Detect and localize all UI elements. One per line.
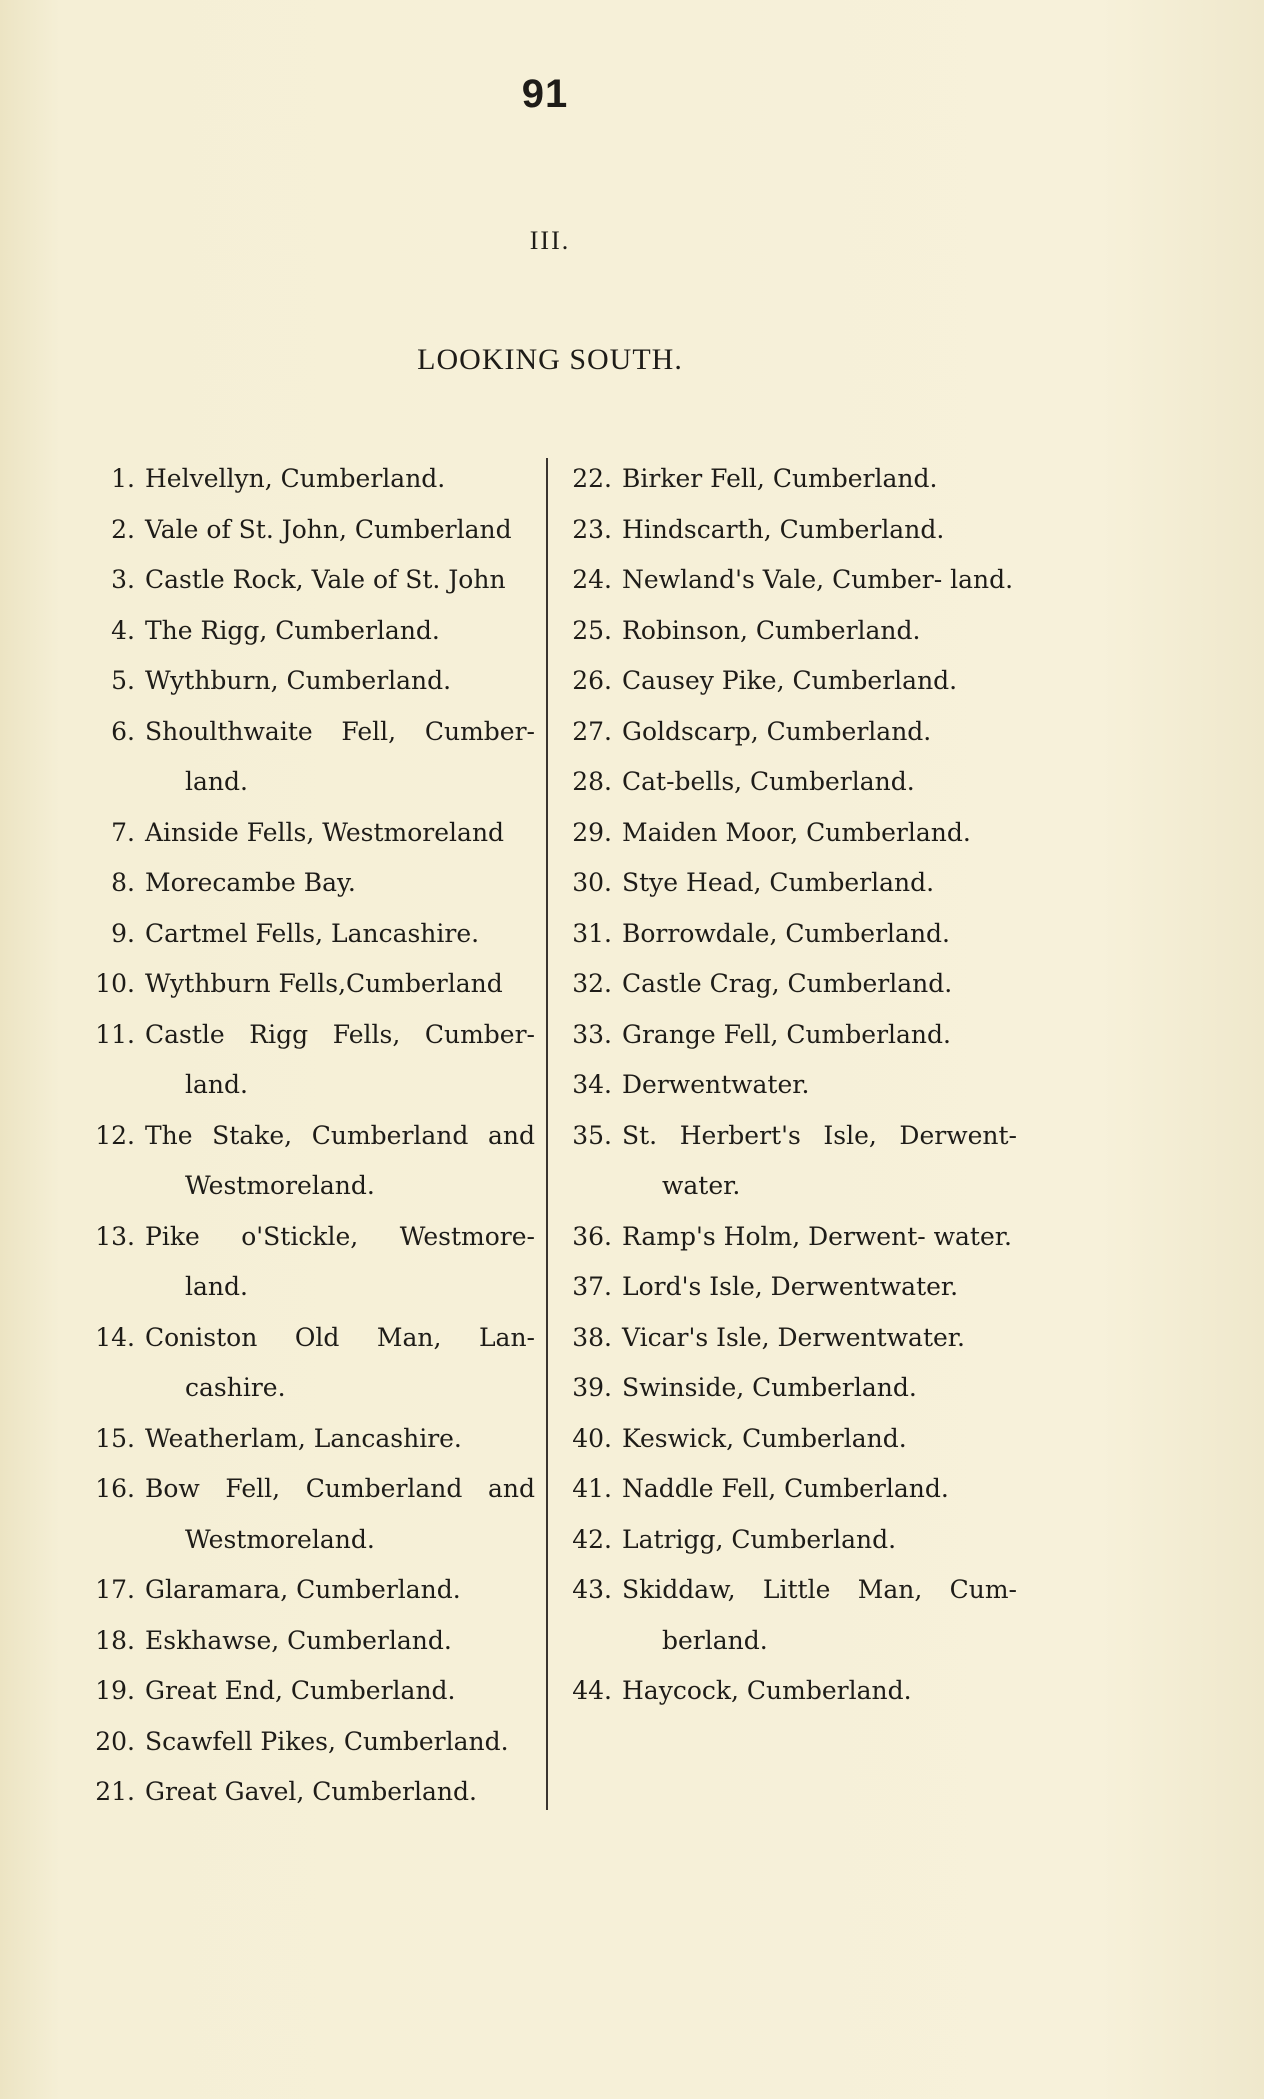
list-item (80, 606, 535, 657)
list-item (80, 808, 535, 859)
list-item (80, 1414, 535, 1465)
list-item (80, 1111, 535, 1212)
entry-number: 41. (572, 1474, 612, 1503)
entry-text: Goldscarp, Cumberland. (622, 716, 932, 746)
entry-text: Great Gavel, Cumberland. (145, 1777, 477, 1806)
entry-text: Vale of St. John, Cumberland (145, 514, 512, 544)
entry-number: 18. (95, 1625, 135, 1655)
column-divider (546, 458, 548, 1810)
list-item (557, 1313, 1017, 1364)
list-item (557, 858, 1017, 909)
entry-number: 39. (572, 1373, 612, 1402)
entry-text: Cartmel Fells, Lancashire. (145, 918, 480, 948)
list-item (80, 454, 535, 505)
entry-number: 24. (572, 565, 612, 594)
entry-text: Helvellyn, Cumberland. (145, 464, 446, 493)
entry-text: Vicar's Isle, Derwentwater. (622, 1322, 965, 1352)
page-number: 91 (521, 72, 569, 116)
entry-number: 6. (111, 716, 135, 746)
entry-number: 27. (572, 716, 612, 746)
entry-text: Ainside Fells, Westmoreland (145, 817, 505, 847)
entry-number: 21. (95, 1777, 135, 1806)
entry-number: 25. (572, 615, 612, 645)
entry-text: Castle Crag, Cumberland. (622, 969, 953, 998)
list-item (557, 1414, 1017, 1465)
entry-text: Pike o'Stickle, Westmore- land. (145, 1221, 535, 1301)
entry-text: Skiddaw, Little Man, Cum- berland. (622, 1575, 1017, 1655)
list-item (557, 959, 1017, 1010)
list-item (557, 656, 1017, 707)
entry-number: 43. (572, 1575, 612, 1604)
list-item (80, 656, 535, 707)
entry-number: 29. (572, 817, 612, 847)
list-item (80, 1666, 535, 1717)
list-item (557, 1010, 1017, 1061)
entry-number: 7. (111, 817, 135, 847)
entry-number: 40. (572, 1423, 612, 1453)
entry-number: 8. (111, 868, 135, 897)
entry-text: Causey Pike, Cumberland. (622, 666, 958, 695)
entry-text: Maiden Moor, Cumberland. (622, 817, 971, 847)
entry-number: 16. (95, 1474, 135, 1503)
list-item (557, 1212, 1017, 1263)
entry-text: Grange Fell, Cumberland. (622, 1019, 951, 1049)
list-item (557, 1515, 1017, 1566)
entry-number: 10. (95, 969, 135, 998)
entry-text: Cat-bells, Cumberland. (622, 767, 915, 796)
entry-text: Hindscarth, Cumberland. (622, 514, 945, 544)
entry-text: Eskhawse, Cumberland. (145, 1625, 452, 1655)
entry-number: 30. (572, 868, 612, 897)
entry-number: 28. (572, 767, 612, 796)
entry-text: Latrigg, Cumberland. (622, 1524, 897, 1554)
list-item (557, 909, 1017, 960)
entry-text: Borrowdale, Cumberland. (622, 918, 951, 948)
entry-number: 3. (111, 565, 135, 594)
list-item (557, 555, 1017, 606)
entry-text: Naddle Fell, Cumberland. (622, 1474, 949, 1503)
entry-number: 14. (95, 1322, 135, 1352)
entry-text: Keswick, Cumberland. (622, 1423, 907, 1453)
entry-number: 22. (572, 464, 612, 493)
list-item (557, 1565, 1017, 1666)
entry-number: 37. (572, 1272, 612, 1301)
entry-text: Derwentwater. (622, 1070, 810, 1099)
entry-text: Haycock, Cumberland. (622, 1676, 912, 1705)
right-column-list (557, 454, 1017, 1717)
entry-number: 32. (572, 969, 612, 998)
entry-number: 35. (572, 1120, 612, 1150)
entry-number: 23. (572, 514, 612, 544)
entry-text: Castle Rigg Fells, Cumber- land. (145, 1019, 535, 1099)
entry-text: Newland's Vale, Cumber- land. (622, 565, 1014, 594)
entry-number: 20. (95, 1726, 135, 1756)
list-item (557, 1060, 1017, 1111)
entry-number: 34. (572, 1070, 612, 1099)
entry-number: 17. (95, 1575, 135, 1604)
entry-text: Castle Rock, Vale of St. John (145, 565, 506, 594)
entry-text: Robinson, Cumberland. (622, 615, 921, 645)
entry-text: The Stake, Cumberland and Westmoreland. (145, 1120, 535, 1200)
entry-text: Morecambe Bay. (145, 868, 356, 897)
list-item (80, 959, 535, 1010)
list-item (557, 1363, 1017, 1414)
entry-number: 42. (572, 1524, 612, 1554)
entry-number: 36. (572, 1221, 612, 1251)
list-item (80, 909, 535, 960)
entry-text: Ramp's Holm, Derwent- water. (622, 1221, 1012, 1251)
left-column-list (80, 454, 535, 1818)
list-item (80, 1565, 535, 1616)
section-title: LOOKING SOUTH. (417, 343, 683, 376)
list-item (80, 1767, 535, 1818)
list-item (80, 555, 535, 606)
list-item (557, 1464, 1017, 1515)
list-item (557, 1262, 1017, 1313)
entry-text: Shoulthwaite Fell, Cumber- land. (145, 716, 535, 796)
entry-number: 44. (572, 1676, 612, 1705)
list-item (80, 1717, 535, 1768)
list-item (80, 1212, 535, 1313)
entry-text: Glaramara, Cumberland. (145, 1575, 461, 1604)
list-item (557, 1666, 1017, 1717)
entry-text: Great End, Cumberland. (145, 1676, 456, 1705)
entry-text: The Rigg, Cumberland. (145, 615, 440, 645)
section-numeral: III. (529, 226, 571, 255)
entry-number: 13. (95, 1221, 135, 1251)
list-item (557, 808, 1017, 859)
entry-text: Coniston Old Man, Lan- cashire. (145, 1322, 535, 1402)
list-item (557, 707, 1017, 758)
entry-text: Swinside, Cumberland. (622, 1373, 917, 1402)
entry-number: 9. (111, 918, 135, 948)
entry-number: 31. (572, 918, 612, 948)
list-item (80, 1313, 535, 1414)
list-item (80, 1010, 535, 1111)
list-item (80, 858, 535, 909)
list-item (557, 757, 1017, 808)
entry-number: 11. (95, 1019, 135, 1049)
entry-text: Birker Fell, Cumberland. (622, 464, 938, 493)
list-item (80, 707, 535, 808)
entry-number: 33. (572, 1019, 612, 1049)
list-item (557, 505, 1017, 556)
entry-text: Weatherlam, Lancashire. (145, 1423, 462, 1453)
entry-number: 5. (111, 666, 135, 695)
entry-text: Scawfell Pikes, Cumberland. (145, 1726, 509, 1756)
entry-text: St. Herbert's Isle, Derwent- water. (622, 1120, 1017, 1200)
list-item (80, 1616, 535, 1667)
list-item (557, 606, 1017, 657)
list-item (557, 1111, 1017, 1212)
entry-text: Bow Fell, Cumberland and Westmoreland. (145, 1474, 535, 1554)
list-item (557, 454, 1017, 505)
entry-number: 38. (572, 1322, 612, 1352)
entry-number: 2. (111, 514, 135, 544)
list-item (80, 1464, 535, 1565)
entry-number: 15. (95, 1423, 135, 1453)
entry-number: 4. (111, 615, 135, 645)
entry-number: 12. (95, 1120, 135, 1150)
entry-text: Stye Head, Cumberland. (622, 868, 935, 897)
entry-number: 19. (95, 1676, 135, 1705)
entry-number: 1. (111, 464, 135, 493)
entry-text: Wythburn Fells,Cumberland (145, 969, 503, 998)
entry-number: 26. (572, 666, 612, 695)
entry-text: Lord's Isle, Derwentwater. (622, 1272, 959, 1301)
list-item (80, 505, 535, 556)
entry-text: Wythburn, Cumberland. (145, 666, 452, 695)
